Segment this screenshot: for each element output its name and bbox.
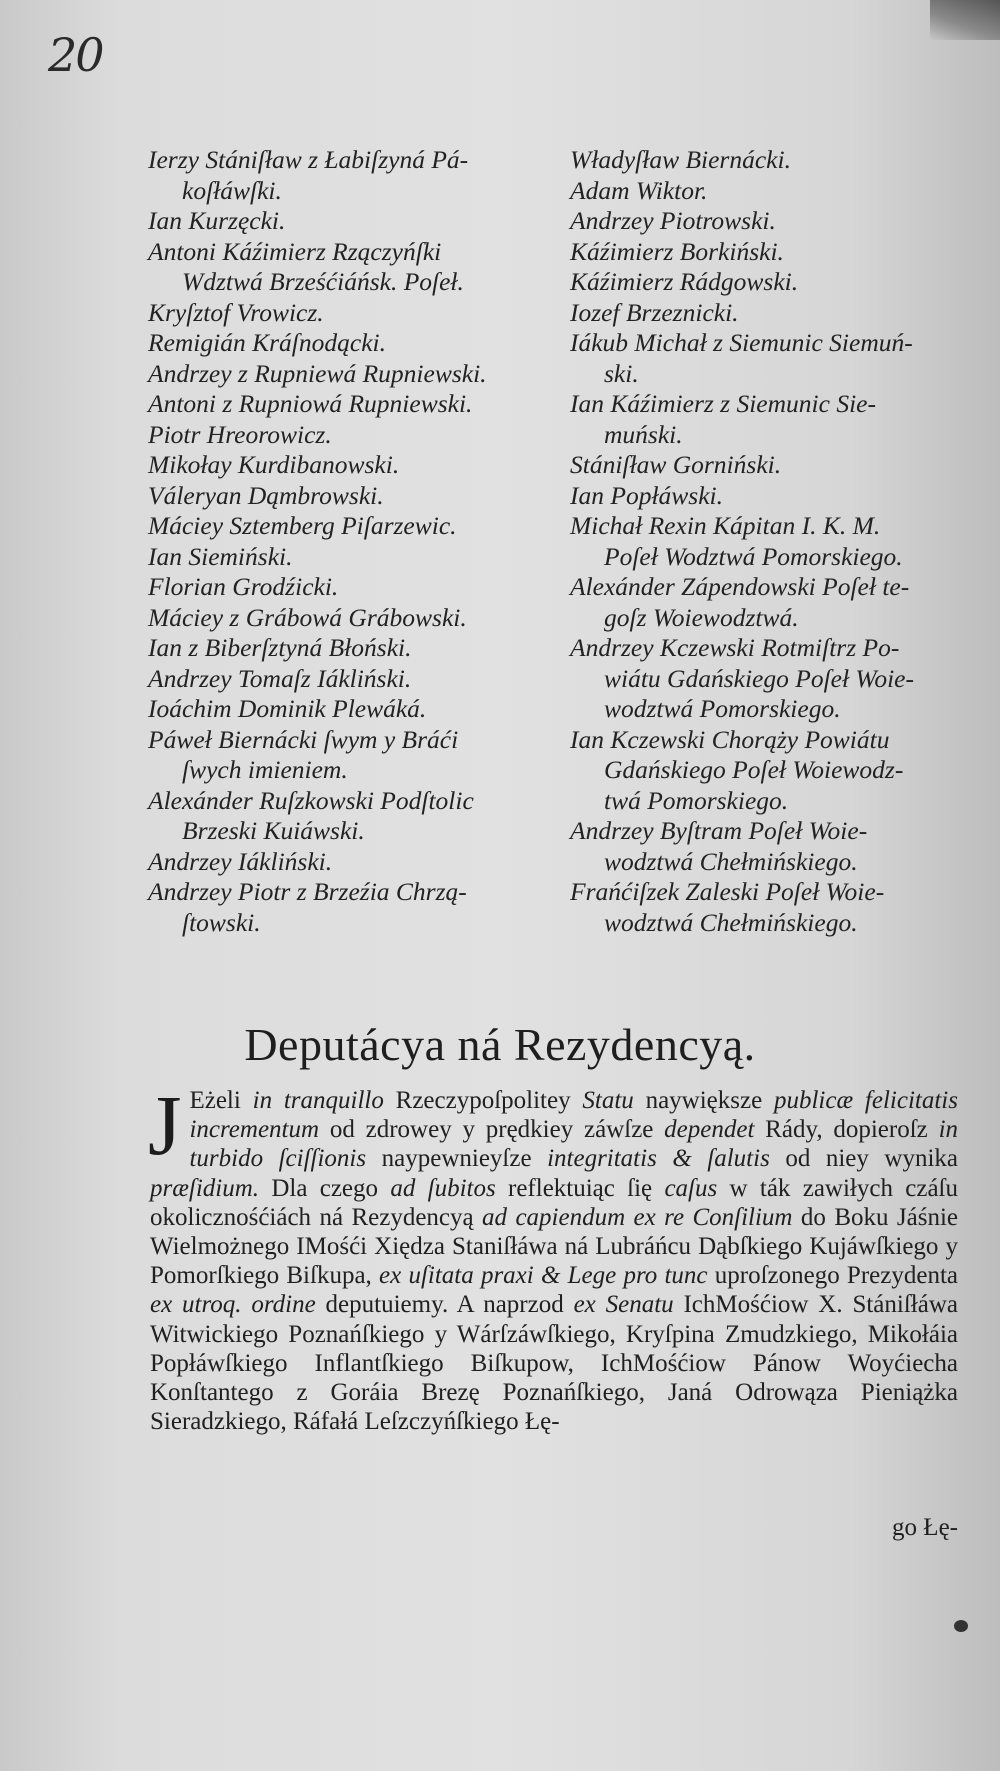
entry-line: Andrzey Piotrowski. [570,206,776,235]
entry-continuation: wiátu Gdańskiego Poſeł Woie- [604,663,914,693]
entry-line: Władyſław Biernácki. [570,145,791,174]
right-entry [570,176,965,207]
entry-continuation: wodztwá Chełmińskiego. [604,907,858,937]
page-number: 20 [48,28,103,82]
text-run: Eżeli [189,1087,253,1114]
entry-continuation: ſtowski. [182,907,261,937]
entry-line: Iákub Michał z Siemunic Siemuń- [570,328,913,357]
left-entry [148,633,548,664]
entry-line: Andrzey Piotr z Brzeźia Chrzą- [148,877,467,906]
right-entry [570,389,965,450]
section-title: Deputácya ná Rezydencyą. [244,1019,756,1070]
right-entry [570,450,965,481]
left-entry [148,542,548,573]
right-entry [570,481,965,512]
entry-line: Ian Kczewski Chorąży Powiátu [570,724,890,754]
entry-line: Váleryan Dąmbrowski. [148,480,384,510]
entry-continuation: wodztwá Pomorskiego. [604,694,841,723]
entry-line: Alexánder Zápendowski Poſeł te- [570,572,910,601]
left-entry [148,603,548,634]
entry-line: Michał Rexin Kápitan I. K. M. [570,511,881,540]
right-entry [570,267,965,298]
text-run: Rzeczypoſpolitey [383,1087,583,1114]
text-run: uproſzonego Prezydenta [707,1262,958,1290]
left-entry [148,145,548,206]
left-entry [148,328,548,359]
latin-phrase: in tranquillo [252,1087,384,1114]
text-run: naypewnieyſze [366,1145,548,1173]
entry-line: Andrzey Kczewski Rotmiſtrz Po- [570,633,900,662]
text-run: Dla czego [259,1174,391,1202]
entry-line: Iozef Brzeznicki. [570,297,739,327]
entry-line: Alexánder Ruſzkowski Podſtolic [148,785,474,815]
right-entry [570,877,965,938]
right-entry [570,298,965,329]
entry-line: Andrzey Iákliński. [148,846,333,876]
body-paragraph [148,1077,959,1436]
latin-phrase: caſus [664,1174,718,1202]
entry-continuation: Brzeski Kuiáwski. [182,816,365,845]
left-entry [148,664,548,695]
left-entry [148,237,548,298]
left-entry [148,481,548,512]
entry-continuation: Wdztwá Brześćiáńsk. Poſeł. [182,267,464,296]
entry-continuation: muński. [604,419,683,449]
right-entry [570,328,965,389]
latin-phrase: dependet [664,1116,755,1144]
latin-phrase: integritatis & ſalutis [547,1145,770,1173]
left-entry [148,450,548,481]
entry-continuation: goſz Woiewodztwá. [604,602,799,632]
left-entry [148,359,548,390]
text-run: deputuiemy. A naprzod [315,1291,574,1319]
entry-line: Ian Siemiński. [148,541,293,571]
entry-continuation: ski. [604,358,639,388]
left-entry [148,847,548,878]
entry-line: Ioáchim Dominik Plewáká. [148,694,427,723]
entry-line: Mikołay Kurdibanowski. [148,450,400,479]
left-entry [148,298,548,329]
entry-line: Káźimierz Rádgowski. [570,267,799,296]
right-column [570,145,965,938]
entry-line: Ian Kurzęcki. [148,206,286,235]
left-entry [148,725,548,786]
left-entry [148,786,548,847]
text-run: do Boku Jáśnie Wielmożnego IMośći Xiędza Staniſłáwa ná Lubráńcu Dąbſkiego Kujáwſkiego y Pomorſkiego Biſkupa, [150,1203,959,1290]
right-entry [570,237,965,268]
left-entry [148,877,548,938]
left-entry [148,694,548,725]
entry-continuation: koſłáwſki. [182,175,282,205]
latin-phrase: ex uſitata praxi & Lege pro tunc [379,1262,708,1290]
entry-line: Remigián Kráſnodącki. [148,328,386,357]
entry-continuation: wodztwá Chełmińskiego. [604,846,858,876]
entry-line: Máciey z Grábowá Grábowski. [148,602,467,632]
latin-phrase: ad capiendum ex re Conſilium [482,1203,793,1231]
drop-cap: J [148,1077,182,1173]
entry-line: Antoni Káźimierz Rzączyńſki [148,236,442,266]
entry-line: Kryſztof Vrowicz. [148,297,324,327]
latin-phrase: ad ſubitos [390,1174,496,1202]
entry-line: Florian Grodźicki. [148,572,339,601]
latin-phrase: Statu [582,1087,634,1114]
latin-phrase: ex Senatu [573,1291,674,1319]
left-entry [148,420,548,451]
paragraph-text [148,1077,959,1436]
left-entry [148,572,548,603]
text-run: od zdrowey y prędkiey záwſze [319,1116,665,1144]
entry-line: Frańćiſzek Zaleski Poſeł Woie- [570,877,885,906]
text-run: reflektuiąc ſię [495,1174,665,1202]
latin-phrase: publicæ felicitatis incrementum [189,1087,958,1144]
catchword: go Łę- [892,1514,958,1541]
entry-line: Piotr Hreorowicz. [148,419,332,449]
entry-line: Adam Wiktor. [570,175,708,205]
latin-phrase: præſidium. [150,1174,260,1202]
entry-line: Ian Káźimierz z Siemunic Sie- [570,389,876,418]
right-entry [570,633,965,725]
right-entry [570,816,965,877]
entry-line: Antoni z Rupniowá Rupniewski. [148,389,473,418]
left-entry [148,389,548,420]
entry-line: Ian z Biberſztyná Błoński. [148,633,412,662]
page-corner-shadow [930,0,1000,40]
text-run: od niey wynika [769,1145,959,1173]
right-entry [570,725,965,817]
right-entry [570,572,965,633]
latin-phrase: ex utroq. ordine [150,1291,316,1319]
left-column [148,145,548,938]
entry-continuation: Gdańskiego Poſeł Woiewodz- [604,755,904,784]
text-run: w ták zawiłych czáſu okolicznośćiách ná Rezydencyą [150,1174,958,1231]
entry-line: Andrzey z Rupniewá Rupniewski. [148,358,487,388]
entry-line: Andrzey Tomaſz Iákliński. [148,663,412,693]
left-entry [148,206,548,237]
entry-continuation: twá Pomorskiego. [604,785,789,815]
entry-line: Káźimierz Borkiński. [570,236,784,266]
entry-line: Ian Popłáwski. [570,480,723,510]
left-entry [148,511,548,542]
right-entry [570,511,965,572]
entry-line: Máciey Sztemberg Piſarzewic. [148,511,457,540]
right-entry [570,145,965,176]
entry-continuation: Poſeł Wodztwá Pomorskiego. [604,541,903,571]
entry-line: Stániſław Gorniński. [570,450,782,479]
entry-line: Páweł Biernácki ſwym y Bráći [148,724,459,754]
text-run: naywiększe [633,1087,774,1114]
ink-blot [954,1620,968,1632]
entry-line: Andrzey Byſtram Poſeł Woie- [570,816,868,845]
entry-line: Ierzy Stániſław z Łabiſzyná Pá- [148,145,469,174]
right-entry [570,206,965,237]
entry-continuation: ſwych imieniem. [182,755,348,784]
text-run: IchMośćiow X. Stániſłáwa Witwickiego Poznańſkiego y Wárſzáwſkiego, Kryſpina Zmudzkiego, Mikołáia Popłáwſkiego Inflantſkiego Biſkupow, IchMośćiow Pánow Woyćiecha Konſtantego z Goráia Brezę Poznańſkiego, Janá Odrowąza Pieniążka Sieradzkiego, Ráfałá Leſzczyńſkiego Łę- [150,1291,958,1436]
latin-phrase: in turbido ſciſſionis [189,1116,959,1173]
text-run: Rády, dopieroſz [754,1116,939,1144]
